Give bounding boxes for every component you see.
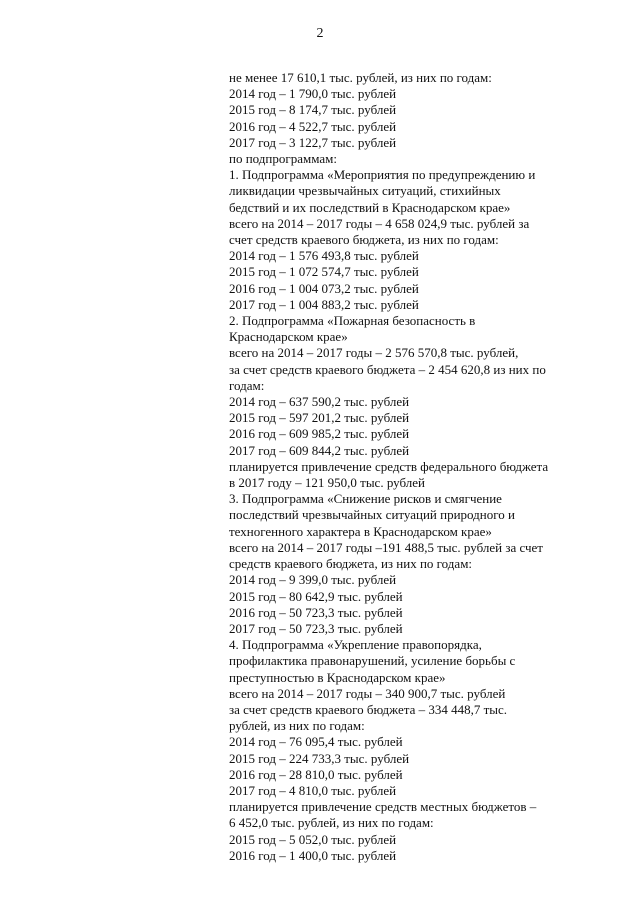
text-line: 2016 год – 1 400,0 тыс. рублей — [229, 847, 397, 863]
text-line: профилактика правонарушений, усиление борьбы с — [229, 653, 516, 669]
text-line: всего на 2014 – 2017 годы – 4 658 024,9 тыс. рублей за — [229, 215, 530, 231]
text-line: 2015 год – 80 642,9 тыс. рублей — [229, 588, 403, 604]
text-line: по подпрограммам: — [229, 151, 337, 167]
text-line: 2015 год – 224 733,3 тыс. рублей — [229, 750, 410, 766]
page-number: 2 — [316, 26, 324, 41]
text-line: 2015 год – 8 174,7 тыс. рублей — [229, 102, 397, 118]
text-line: 2016 год – 1 004 073,2 тыс. рублей — [229, 280, 419, 296]
text-line: 2014 год – 76 095,4 тыс. рублей — [229, 734, 403, 750]
text-line: планируется привлечение средств местных бюджетов – — [229, 799, 537, 815]
text-line: 2016 год – 28 810,0 тыс. рублей — [229, 766, 403, 782]
text-line: всего на 2014 – 2017 годы –191 488,5 тыс. рублей за счет — [229, 539, 543, 555]
text-line: всего на 2014 – 2017 годы – 340 900,7 тыс. рублей — [229, 685, 506, 701]
text-line: 2016 год – 4 522,7 тыс. рублей — [229, 118, 397, 134]
text-line: 2017 год – 4 810,0 тыс. рублей — [229, 782, 397, 798]
text-line: всего на 2014 – 2017 годы – 2 576 570,8 тыс. рублей, — [229, 345, 519, 361]
text-line: 1. Подпрограмма «Мероприятия по предупреждению и — [229, 167, 536, 183]
text-line: 2016 год – 609 985,2 тыс. рублей — [229, 426, 410, 442]
text-line: 2014 год – 1 576 493,8 тыс. рублей — [229, 248, 419, 264]
text-line: 3. Подпрограмма «Снижение рисков и смягчение — [229, 491, 502, 507]
text-line: 4. Подпрограмма «Укрепление правопорядка, — [229, 637, 482, 653]
text-line: планируется привлечение средств федерального бюджета — [229, 458, 549, 474]
text-line: 2014 год – 9 399,0 тыс. рублей — [229, 572, 397, 588]
text-line: бедствий и их последствий в Краснодарском крае» — [229, 199, 511, 215]
text-line: ликвидации чрезвычайных ситуаций, стихийных — [229, 183, 501, 199]
text-line: 2014 год – 1 790,0 тыс. рублей — [229, 86, 397, 102]
text-line: счет средств краевого бюджета, из них по годам: — [229, 232, 499, 248]
text-line: 2017 год – 1 004 883,2 тыс. рублей — [229, 296, 419, 312]
text-line: 2017 год – 3 122,7 тыс. рублей — [229, 134, 397, 150]
text-line: преступностью в Краснодарском крае» — [229, 669, 446, 685]
text-line: годам: — [229, 377, 265, 393]
text-line: 2017 год – 50 723,3 тыс. рублей — [229, 620, 403, 636]
text-line: 2015 год – 597 201,2 тыс. рублей — [229, 410, 410, 426]
text-line: 2. Подпрограмма «Пожарная безопасность в — [229, 313, 476, 329]
text-line: 2015 год – 5 052,0 тыс. рублей — [229, 831, 397, 847]
text-line: за счет средств краевого бюджета – 2 454 620,8 из них по — [229, 361, 546, 377]
text-line: в 2017 году – 121 950,0 тыс. рублей — [229, 475, 425, 491]
text-line: 6 452,0 тыс. рублей, из них по годам: — [229, 815, 434, 831]
text-line: за счет средств краевого бюджета – 334 448,7 тыс. — [229, 701, 508, 717]
text-line: рублей, из них по годам: — [229, 718, 365, 734]
text-line: 2016 год – 50 723,3 тыс. рублей — [229, 604, 403, 620]
document-body — [229, 70, 589, 864]
text-line: последствий чрезвычайных ситуаций природного и — [229, 507, 515, 523]
text-line: 2017 год – 609 844,2 тыс. рублей — [229, 442, 410, 458]
text-line: средств краевого бюджета, из них по годам: — [229, 556, 473, 572]
text-line: техногенного характера в Краснодарском крае» — [229, 523, 492, 539]
text-line: Краснодарском крае» — [229, 329, 348, 345]
text-line: 2014 год – 637 590,2 тыс. рублей — [229, 394, 410, 410]
text-line: 2015 год – 1 072 574,7 тыс. рублей — [229, 264, 419, 280]
text-line: не менее 17 610,1 тыс. рублей, из них по годам: — [229, 70, 492, 85]
